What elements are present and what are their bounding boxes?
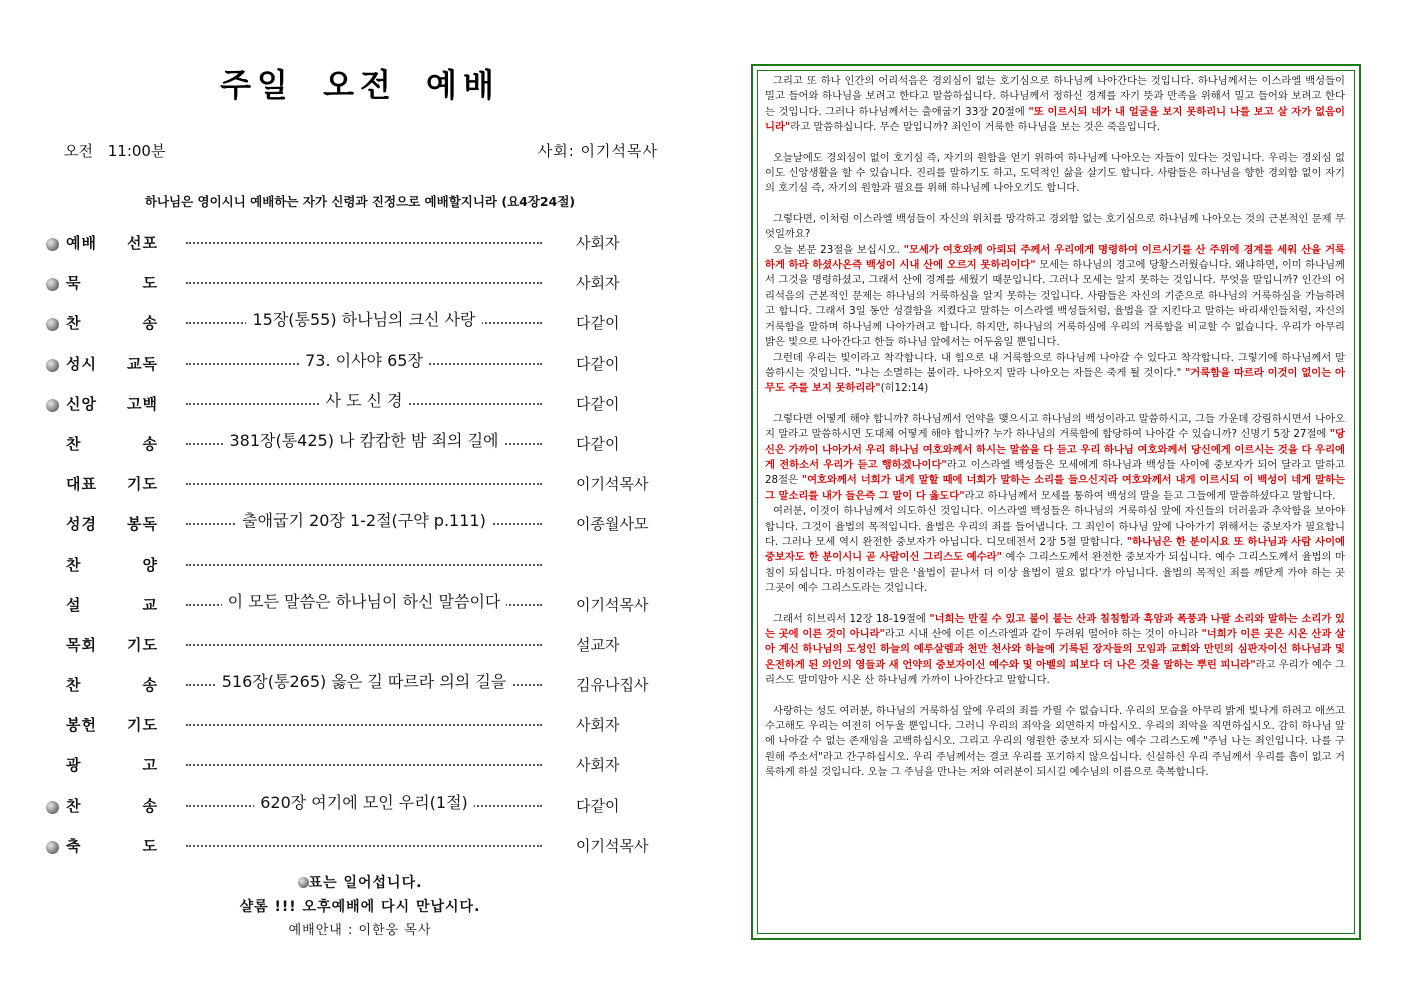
order-row: [46, 308, 666, 348]
standing-bullet-icon: [46, 238, 59, 251]
service-host: 사회: 이기석목사: [537, 142, 658, 160]
order-item-leader: 다같이: [576, 354, 620, 373]
order-row: [46, 831, 666, 871]
order-item-name: 설 교: [66, 595, 158, 614]
order-item-leader: 이기석목사: [576, 475, 649, 494]
order-item-name: 찬 양: [66, 555, 158, 574]
order-row: [46, 710, 666, 750]
order-row: [46, 469, 666, 509]
order-row: [46, 590, 666, 630]
order-item-name: 광 고: [66, 756, 158, 775]
order-item-name: 찬 송: [66, 314, 158, 333]
sermon-paragraph: 오늘날에도 경외심이 없이 호기심 즉, 자기의 원함을 얻기 위하여 하나님께 나아오는 자들이 있다는 것입니다. 우리는 경외심 없이도 신앙생활을 할 수 있습니다. 진리를 말하기도 하고, 도덕적인 삶을 살기도 합니다. 사람들은 하나님을 향한 경외함 없이 자기의 호기심 즉, 자기의 원함과 필요를 위해 하나님께 나아오기도 합니다.: [765, 151, 1345, 195]
order-row: [46, 509, 666, 549]
order-item-content: 381장(통425) 나 캄캄한 밤 죄의 길에: [186, 429, 542, 453]
order-item-name: 성시 교독: [66, 354, 158, 373]
order-item-name: 목회 기도: [66, 635, 158, 654]
order-item-name: 성경 봉독: [66, 515, 158, 534]
order-item-leader: 이종월사모: [576, 515, 649, 534]
order-item-name: 찬 송: [66, 676, 158, 695]
standing-bullet-icon: [46, 278, 59, 291]
order-item-name: 축 도: [66, 836, 158, 855]
order-row: [46, 670, 666, 710]
order-item-leader: 사회자: [576, 756, 620, 775]
bulletin-footer: [40, 872, 680, 938]
sermon-paragraph: 사랑하는 성도 여러분, 하나님의 거룩하심 앞에 우리의 죄를 가릴 수 없습니다. 우리의 모습을 아무리 밝게 빛나게 하려고 애쓰고 수고해도 우리는 여전히 어두울 뿐입니다. 그러니 우리의 죄악을 외면하지 마십시오. 우리의 죄악을 직면하십시오. 감히 하나님 앞에 나아갈 수 없는 존재임을 고백하십시오. 그리고 우리의 영원한 중보자 되시는 예수 그리스도께 "주님 나는 죄인입니다. 나를 구원해 주소서"라고 간구하십시오. 우리 주님께서는 결코 우리를 포기하지 않으십니다. 신실하신 우리 주님께서 우리를 흠이 없고 거룩하게 하실 것입니다. 오늘 그 주님을 만나는 저와 여러분이 되시길 예수님의 이름으로 축복합니다.: [765, 704, 1345, 779]
order-item-leader: 설교자: [576, 635, 620, 654]
order-row: [46, 349, 666, 389]
order-row: [46, 630, 666, 670]
standing-bullet-icon: [46, 318, 59, 331]
standing-bullet-icon: [46, 801, 59, 814]
order-item-leader: 다같이: [576, 434, 620, 453]
page-title: 주일 오전 예배: [220, 66, 500, 104]
sermon-panel: [751, 64, 1361, 940]
bulletin-order-panel: [40, 60, 680, 940]
sermon-paragraph: 여러분, 이것이 하나님께서 의도하신 것입니다. 이스라엘 백성들은 하나님의 거룩하심 앞에 자신들의 더러움과 추악함을 보아야 합니다. 그것이 율법의 목적입니다. 율법은 우리의 죄를 들어냅니다. 그 죄인이 하나님 앞에 나아가기 위해서는 중보자가 필요합니다. 그러나 모세 역시 완전한 중보자가 아닙니다. 디모데전서 2장 5절 말합니다. "하나님은 한 분이시요 또 하나님과 사람 사이에 중보자도 한 분이시니 곧 사람이신 그리스도 예수라" 예수 그리스도께서 완전한 중보자가 되십니다. 예수 그리스도께서 율법의 마침이 되십니다. 마침이라는 말은 '율법이 끝나서 더 이상 율법이 필요 없다'가 아닙니다. 율법의 목적인 죄를 깨닫게 가야 하는 곳 그곳이 예수 그리스도라는 것입니다.: [765, 505, 1345, 595]
dotted-leader: [186, 764, 542, 766]
order-row: [46, 389, 666, 429]
sermon-paragraph: 그런데 우리는 빛이라고 착각합니다. 내 힘으로 내 거룩함으로 하나님께 나아갈 수 있다고 착각합니다. 그렇기에 하나님께서 말씀하시는 것입니다. "나는 소멸하는 불이라. 나아오지 말라 나아오는 자들은 죽게 될 것이다." "거룩함을 따르라 이것이 없이는 아무도 주를 보지 못하리라"(히12:14): [765, 351, 1345, 395]
standing-bullet-icon: [46, 841, 59, 854]
order-item-leader: 다같이: [576, 314, 620, 333]
order-row: [46, 429, 666, 469]
sermon-paragraph: 그리고 또 하나 인간의 어리석음은 경외심이 없는 호기심으로 하나님께 나아간다는 것입니다. 하나님께서는 이스라엘 백성들이 밀고 들어와 하나님을 보려고 한다고 말씀하십니다. 하나님께서 정하신 경계를 자기 뜻과 만족을 위해서 밀고 들어와 보려고 한다는 것입니다. 그러나 하나님께서는 출애굽기 33장 20절에 "또 이르시되 네가 내 얼굴을 보지 못하리니 나를 보고 살 자가 없음이니라"라고 말씀하십니다. 무슨 말입니까? 죄인이 거룩한 하나님을 보는 것은 죽음입니다.: [765, 75, 1345, 134]
order-item-content: 출애굽기 20장 1-2절(구약 p.111): [186, 509, 542, 533]
order-item-name: 대표 기도: [66, 475, 158, 494]
order-item-content: 620장 여기에 모인 우리(1절): [186, 791, 542, 815]
order-item-leader: 사회자: [576, 716, 620, 735]
order-of-worship: [46, 228, 666, 871]
dotted-leader: [186, 282, 542, 284]
order-item-name: 묵 도: [66, 274, 158, 293]
sermon-paragraph: 오늘 본문 23절을 보십시오. "모세가 여호와께 아뢰되 주께서 우리에게 명령하여 이르시기를 산 주위에 경계를 세워 산을 거룩하게 하라 하셨사온즉 백성이 시내 산에 오르지 못하리이다" 모세는 하나님의 경고에 당황스러웠습니다. 왜냐하면, 이미 하나님께서 그것을 명령하셨고, 그래서 산에 경계를 세웠기 때문입니다. 그러나 모세는 알지 못하는 것입니다. 무엇을 말입니까? 인간의 어리석음의 근본적인 문제는 하나님의 거룩하심을 알지 못하는 것입니다. 사람들은 자신의 기준으로 하나님의 거룩하심을 가늠하려고 합니다. 그래서 3일 동안 성결함을 지켰다고 말하는 이스라엘 백성들처럼, 율법을 잘 지킨다고 말하는 바리새인들처럼, 자신의 거룩함을 말하며 하나님께 나아가려고 합니다. 하지만, 하나님의 거룩하심에 우리의 거룩함을 비교할 수 없습니다. 우리가 아무리 밝은 빛으로 나아간다고 한들 하나님 앞에서는 어두움일 뿐입니다.: [765, 243, 1346, 349]
standing-note: 표는 일어섭니다.: [40, 872, 680, 892]
standing-bullet-icon: [46, 359, 59, 372]
sermon-text: [765, 74, 1345, 781]
order-item-name: 찬 송: [66, 434, 158, 453]
theme-verse: 하나님은 영이시니 예배하는 자가 신령과 진정으로 예배할지니라 (요4장24절): [144, 194, 576, 209]
dotted-leader: [186, 483, 542, 485]
sermon-paragraph: 그렇다면, 이처럼 이스라엘 백성들이 자신의 위치를 망각하고 경외함 없는 호기심으로 하나님께 나아오는 것의 근본적인 문제 무엇일까요?: [765, 212, 1345, 241]
order-item-leader: 사회자: [576, 274, 620, 293]
service-time: 오전 11:00분: [64, 142, 166, 160]
order-item-name: 신앙 고백: [66, 394, 158, 413]
order-row: [46, 791, 666, 831]
order-item-name: 예배 선포: [66, 234, 158, 252]
guide-note: 예배안내 : 이한웅 목사: [288, 923, 432, 938]
order-item-leader: 이기석목사: [576, 836, 649, 855]
order-item-leader: 김유나집사: [576, 676, 649, 695]
order-item-name: 찬 송: [66, 796, 158, 815]
sermon-paragraph: 그래서 히브리서 12장 18-19절에 "너희는 만질 수 있고 불이 붙는 산과 침침함과 흑암과 폭풍과 나팔 소리와 말하는 소리가 있는 곳에 이른 것이 아니라"라고 시내 산에 이른 이스라엘과 같이 두려워 떨어야 하는 것이 아니라 "너희가 이른 곳은 시온 산과 살아 계신 하나님의 도성인 하늘의 예루살렘과 천만 천사와 하늘에 기록된 장자들의 모임과 교회와 만민의 심판자이신 하나님과 및 온전하게 된 의인의 영들과 새 언약의 중보자이신 예수와 및 아벨의 피보다 더 나은 것을 말하는 뿌린 피니라"라고 우리가 예수 그리스도 말미암아 시온 산 하나님께 가까이 나아간다고 말합니다.: [765, 612, 1346, 687]
order-item-content: 사 도 신 경: [186, 389, 542, 413]
dotted-leader: [186, 845, 542, 847]
standing-bullet-icon: [46, 399, 59, 412]
order-item-leader: 사회자: [576, 234, 620, 252]
order-row: [46, 550, 666, 590]
order-item-content: 이 모든 말씀은 하나님이 하신 말씀이다: [186, 590, 542, 614]
dotted-leader: [186, 564, 542, 566]
order-item-leader: 이기석목사: [576, 595, 649, 614]
order-row: [46, 228, 666, 268]
order-item-content: 516장(통265) 옳은 길 따르라 의의 길을: [186, 670, 542, 694]
standing-bullet-icon: [298, 877, 309, 888]
order-item-leader: 다같이: [576, 394, 620, 413]
dotted-leader: [186, 644, 542, 646]
shalom-note: 샬롬 !!! 오후예배에 다시 만납시다.: [239, 899, 481, 915]
order-item-content: 73. 이사야 65장: [186, 349, 542, 373]
sermon-paragraph: 그렇다면 어떻게 해야 합니까? 하나님께서 언약을 맺으시고 하나님의 백성이라고 말씀하시고, 그들 가운데 강림하시면서 나아오지 말라고 말씀하시면 도대체 어떻게 해야 합니까? 누가 하나님의 거룩함에 합당하여 나아갈 수 있습니까? 신명기 5장 27절에 "당신은 가까이 나아가서 우리 하나님 여호와께서 하시는 말씀을 다 듣고 우리 하나님 여호와께서 당신에게 이르시는 것을 다 우리에게 전하소서 우리가 듣고 행하겠나이다"라고 이스라엘 백성들은 모세에게 하나님과 백성들 사이에 중보자가 되어 달라고 말하고 28절은 "여호와께서 너희가 내게 말할 때에 너희가 말하는 소리를 들으신지라 여호와께서 내게 이르시되 이 백성이 네게 말하는 그 말소리를 내가 들은즉 그 말이 다 옳도다"라고 하나님께서 모세를 통하여 백성의 말을 듣고 그들에게 말씀하셨다고 말합니다.: [765, 412, 1345, 502]
order-row: [46, 268, 666, 308]
order-item-leader: 다같이: [576, 796, 620, 815]
dotted-leader: [186, 724, 542, 726]
order-row: [46, 750, 666, 790]
order-item-name: 봉헌 기도: [66, 716, 158, 735]
order-item-content: 15장(통55) 하나님의 크신 사랑: [186, 308, 542, 332]
dotted-leader: [186, 242, 542, 244]
